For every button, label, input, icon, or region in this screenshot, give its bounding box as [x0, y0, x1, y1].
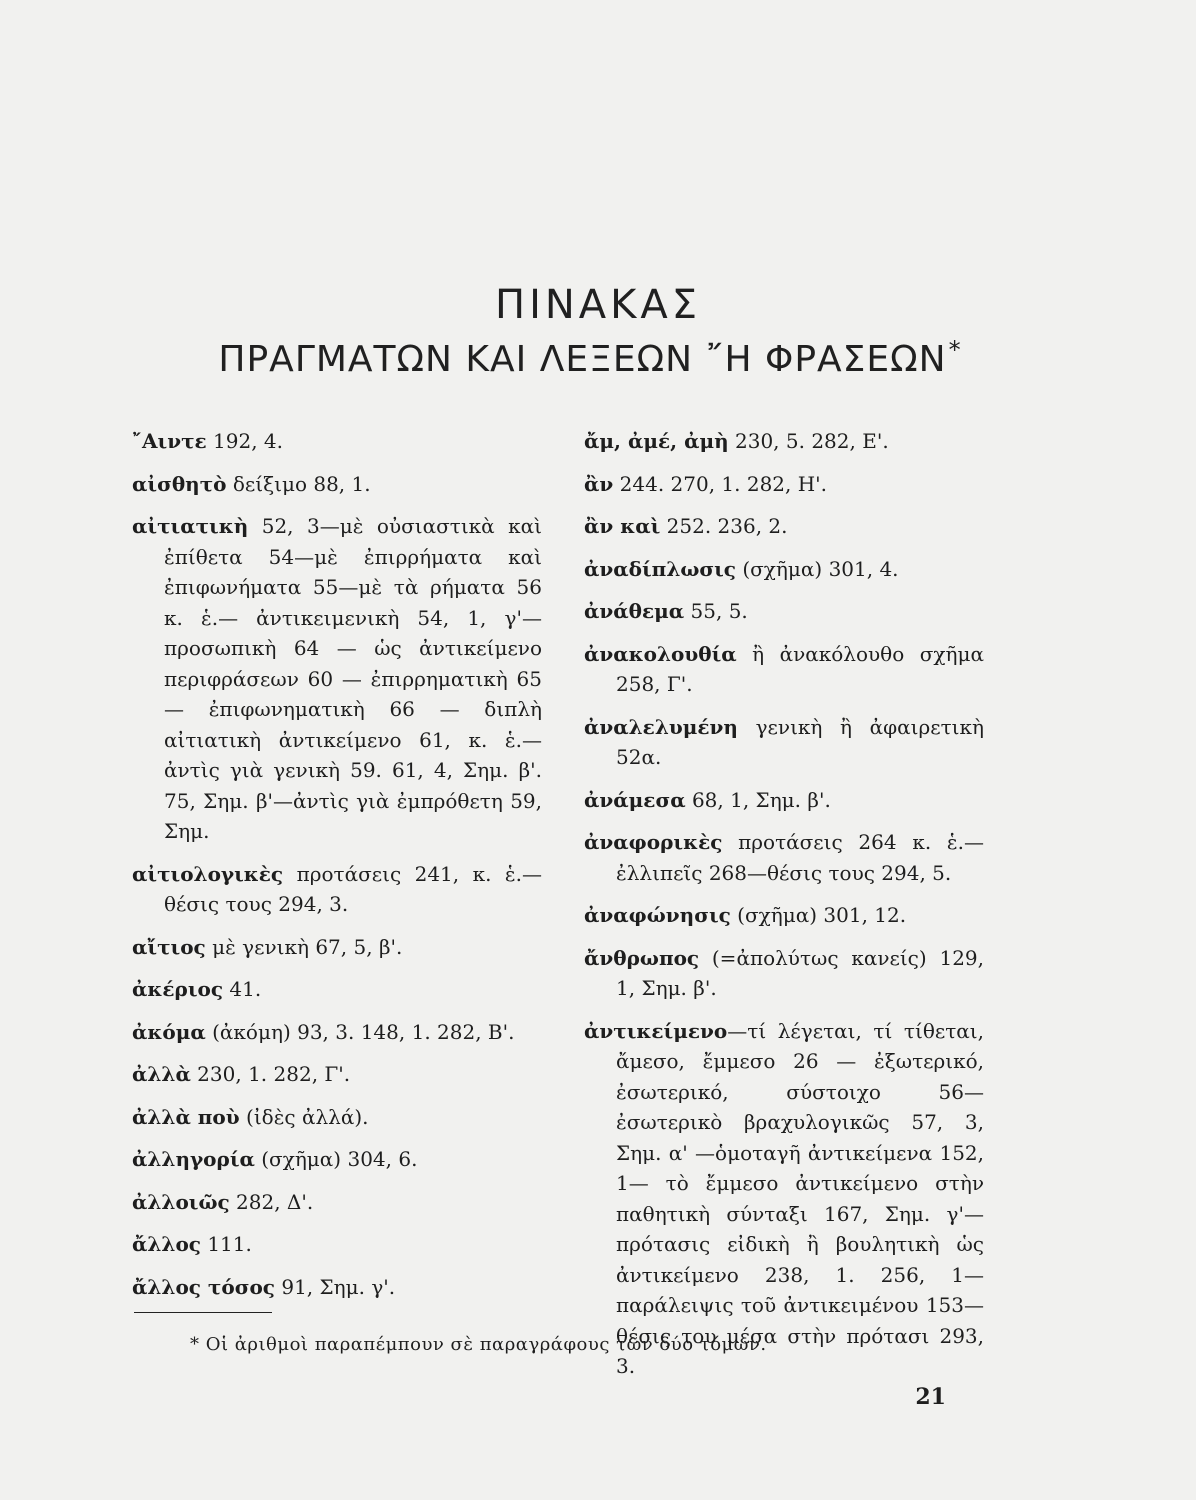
entry-headword: ἀναφορικὲς	[584, 830, 723, 854]
footnote-marker: *	[948, 336, 962, 364]
entry-headword: ἀντικείμενο	[584, 1018, 728, 1043]
entry-headword: ἂν καὶ	[584, 514, 661, 538]
index-entry	[584, 785, 984, 816]
index-entry	[584, 511, 984, 542]
entry-references: (σχῆμα) 301, 4.	[735, 556, 899, 581]
entry-headword: ἀναλελυμένη	[584, 714, 738, 739]
entry-references: δείξιμο 88, 1.	[226, 471, 371, 496]
entry-references: 68, 1, Σημ. β'.	[685, 787, 831, 812]
index-entry	[132, 932, 542, 963]
entry-references: 252. 236, 2.	[660, 514, 788, 538]
index-entry	[584, 827, 984, 888]
entry-headword: ἀλλὰ	[132, 1062, 191, 1086]
entry-references: 41.	[223, 977, 262, 1001]
entry-references: 230, 5. 282, Ε'.	[728, 429, 889, 453]
footnote: * Οἱ ἀριθμοὶ παραπέμπουν σὲ παραγράφους τῶν δύο τόμων.	[190, 1334, 767, 1355]
entry-references: (ἀκόμη) 93, 3. 148, 1. 282, Β'.	[205, 1019, 515, 1044]
index-entry	[584, 469, 984, 500]
entry-references: 55, 5.	[684, 599, 748, 623]
entry-references: προτάσεις 241, κ. ἑ.— θέσις τους 294, 3.	[164, 861, 542, 916]
index-entry	[132, 426, 542, 457]
entry-references: μὲ γενικὴ 67, 5, β'.	[205, 934, 403, 959]
index-entry	[584, 712, 984, 773]
entry-headword: ἂν	[584, 471, 614, 496]
entry-headword: αἰτιατικὴ	[132, 514, 249, 538]
entry-headword: ἀνάθεμα	[584, 599, 685, 623]
entry-references: (=ἀπολύτως κανείς) 129, 1, Σημ. β'.	[616, 945, 984, 1000]
entry-headword: ἀκέριος	[132, 977, 224, 1001]
entry-headword: ἄλλος τόσος	[132, 1274, 275, 1299]
index-entry	[132, 1187, 542, 1218]
entry-references: 91, Σημ. γ'.	[274, 1274, 396, 1299]
index-entry	[584, 426, 984, 457]
index-entry	[132, 1229, 542, 1260]
index-entry	[584, 639, 984, 700]
index-subtitle-text: ΠΡΑΓΜΑΤΩΝ ΚΑΙ ΛΕΞΕΩΝ ῎Η ΦΡΑΣΕΩΝ	[218, 339, 947, 380]
entry-headword: ἀνάμεσα	[584, 787, 686, 812]
entry-references: 230, 1. 282, Γ'.	[190, 1062, 351, 1086]
entry-headword: αἰσθητὸ	[132, 471, 227, 496]
page-number: 21	[915, 1384, 946, 1410]
index-entry	[132, 1272, 542, 1303]
entry-headword: ἄμ, ἀμέ, ἀμὴ	[584, 429, 729, 453]
footnote-separator	[134, 1312, 272, 1313]
index-entry	[132, 1102, 542, 1133]
entry-references: 52, 3—μὲ οὐσιαστικὰ καὶ ἐπίθετα 54—μὲ ἐπιρρήματα καὶ ἐπιφωνήματα 55—μὲ τὰ ρήματα 56 κ. ἑ.— ἀντικειμενικὴ 54, 1, γ'— προσωπικὴ 64 — ὡς ἀντικείμενο περιφράσεων 60 — ἐπιρρηματικὴ 65 — ἐπιφωνηματικὴ 66 — διπλὴ αἰτιατικὴ ἀντικείμενο 61, κ. ἑ.— ἀντὶς γιὰ γενικὴ 59. 61, 4, Σημ. β'. 75, Σημ. β'—ἀντὶς γιὰ ἐμπρόθετη 59, Σημ.	[164, 514, 542, 843]
index-entry	[132, 859, 542, 920]
index-entry	[132, 469, 542, 500]
entry-references: 244. 270, 1. 282, Η'.	[613, 471, 828, 496]
index-title: ΠΙΝΑΚΑΣ	[494, 282, 702, 328]
index-entry	[132, 511, 542, 847]
entry-references: προτάσεις 264 κ. ἑ.— ἐλλιπεῖς 268—θέσις τους 294, 5.	[616, 830, 984, 885]
entry-headword: ἄνθρωπος	[584, 945, 700, 970]
entry-references: 192, 4.	[206, 429, 284, 453]
index-entry	[584, 943, 984, 1004]
entry-headword: αἴτιος	[132, 934, 206, 959]
entry-references: 282, Δ'.	[229, 1189, 314, 1214]
entry-headword: ἀλλοιῶς	[132, 1189, 230, 1214]
index-entry	[132, 1144, 542, 1175]
index-entry	[584, 554, 984, 585]
right-column	[584, 426, 984, 1394]
entry-headword: ἀλληγορία	[132, 1147, 255, 1171]
entry-references: 111.	[200, 1232, 252, 1256]
entry-headword: ῎Αιντε	[132, 429, 207, 453]
entry-headword: ἀκόμα	[132, 1019, 206, 1044]
entry-references: ἢ ἀνακόλουθο σχῆμα 258, Γ'.	[616, 641, 984, 696]
entry-references: (σχῆμα) 301, 12.	[730, 903, 907, 927]
index-entry	[584, 1016, 984, 1382]
entry-references: —τί λέγεται, τί τίθεται, ἄμεσο, ἔμμεσο 26 — ἐξωτερικό, ἐσωτερικό, σύστοιχο 56—ἐσωτερικὸ βραχυλογικῶς 57, 3, Σημ. α' —ὁμοταγῆ ἀντικείμενα 152, 1— τὸ ἔμμεσο ἀντικείμενο στὴν παθητικὴ σύνταξι 167, Σημ. γ'—πρότασις εἰδικὴ ἢ βουλητικὴ ὡς ἀντικείμενο 238, 1. 256, 1—παράλειψις τοῦ ἀντικειμένου 153—θέσις του μέσα στὴν πρότασι 293, 3.	[616, 1018, 984, 1378]
index-entry	[132, 974, 542, 1005]
entry-references: (ἰδὲς ἀλλά).	[239, 1104, 369, 1129]
index-entry	[132, 1017, 542, 1048]
entry-headword: αἰτιολογικὲς	[132, 861, 284, 886]
index-subtitle	[0, 336, 1188, 380]
entry-headword: ἀνακολουθία	[584, 641, 737, 666]
entry-references: (σχῆμα) 304, 6.	[254, 1147, 418, 1171]
left-column	[132, 426, 542, 1314]
entry-headword: ἀλλὰ ποὺ	[132, 1104, 240, 1129]
entry-headword: ἀναδίπλωσις	[584, 556, 736, 581]
entry-headword: ἄλλος	[132, 1232, 201, 1256]
entry-headword: ἀναφώνησις	[584, 903, 731, 927]
index-entry	[584, 596, 984, 627]
entry-references: γενικὴ ἢ ἀφαιρετικὴ 52α.	[616, 714, 984, 769]
index-entry	[132, 1059, 542, 1090]
index-entry	[584, 900, 984, 931]
